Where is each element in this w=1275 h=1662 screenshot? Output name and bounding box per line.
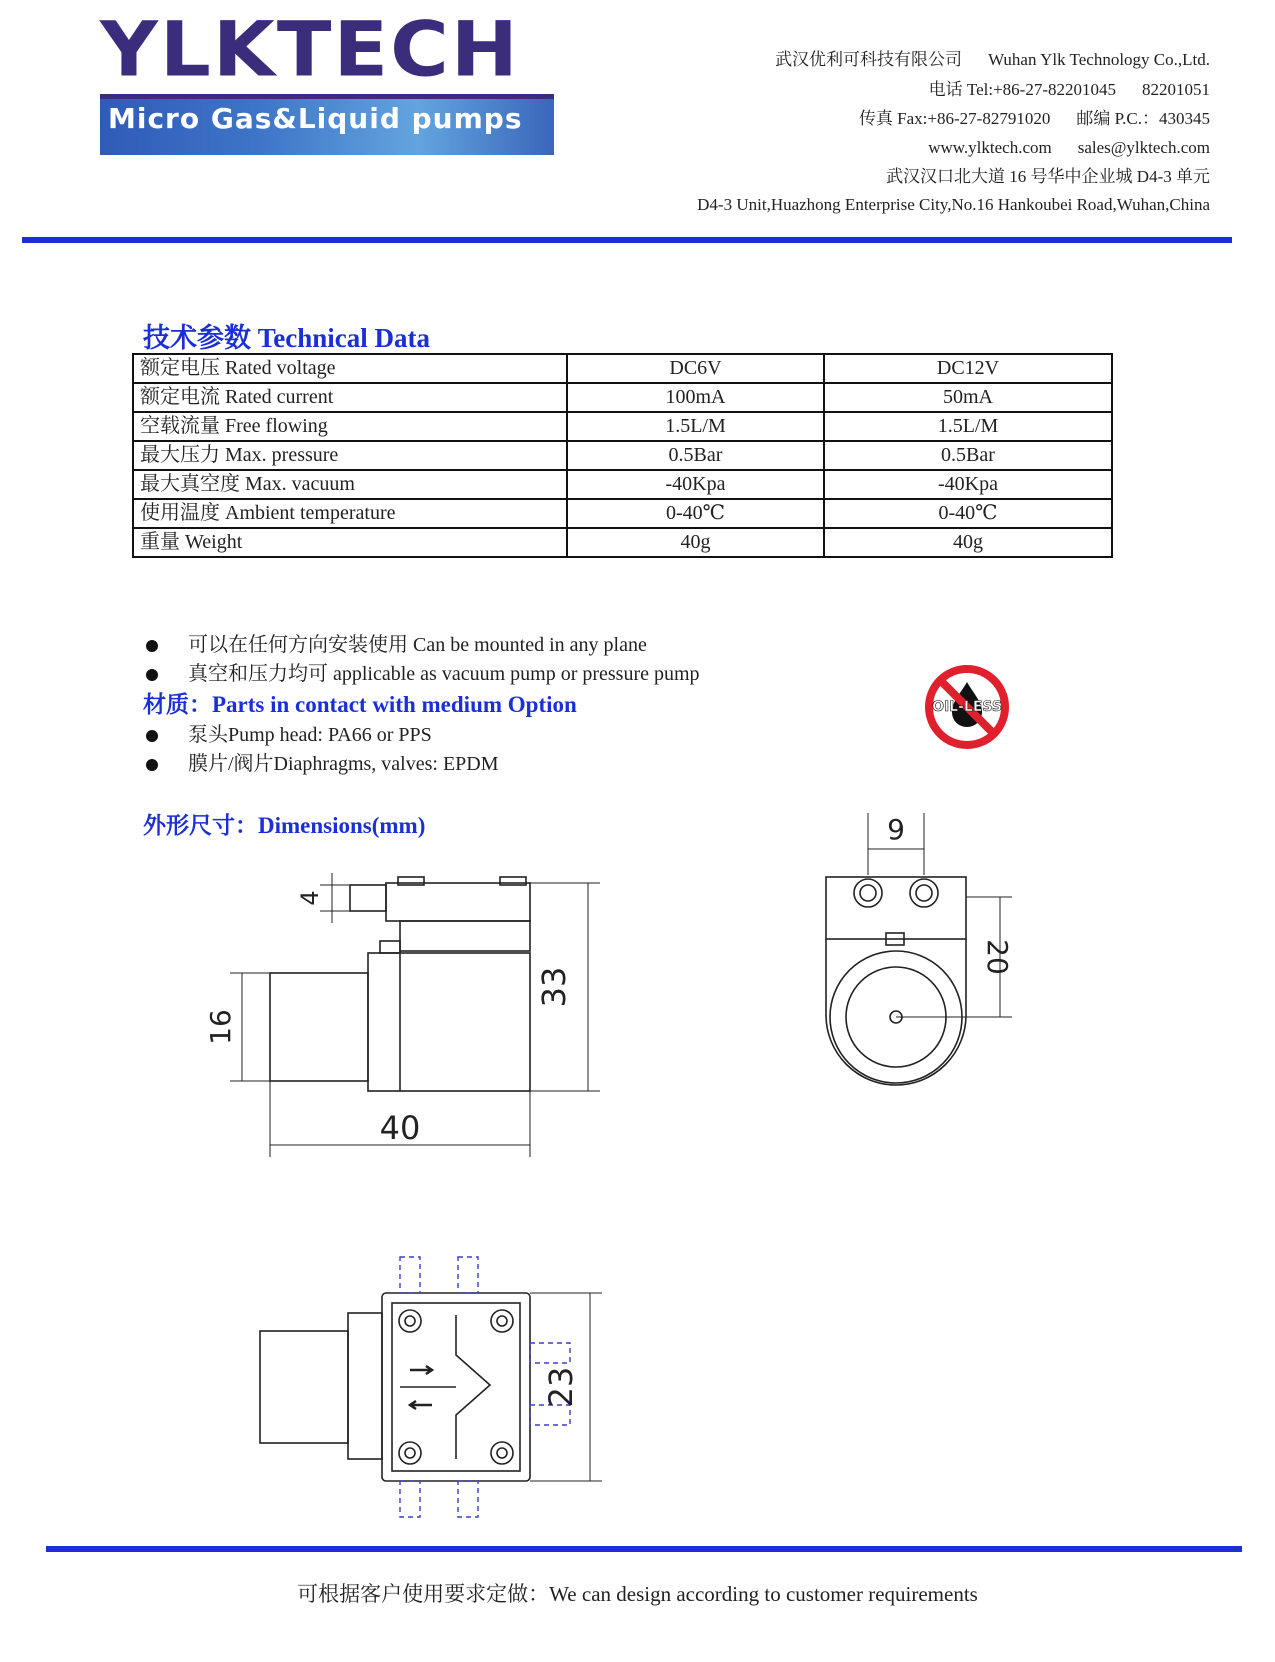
phone-number-2: 82201051	[1142, 80, 1210, 99]
address-en: D4-3 Unit,Huazhong Enterprise City,No.16 Hankoubei Road,Wuhan,China	[697, 195, 1210, 214]
table-cell-12v: 0-40℃	[824, 499, 1112, 528]
dim-height-label: 33	[535, 966, 573, 1008]
dim-width-label: 23	[542, 1366, 580, 1408]
side-view-drawing	[190, 855, 630, 1175]
contact-web	[928, 138, 1210, 158]
table-cell-label: 使用温度 Ambient temperature	[133, 499, 567, 528]
table-cell-label: 重量 Weight	[133, 528, 567, 557]
brand-tagline: Micro Gas&Liquid pumps	[108, 102, 523, 135]
table-cell-12v: 0.5Bar	[824, 441, 1112, 470]
postal-code: 邮编 P.C.：430345	[1076, 109, 1210, 128]
table-row	[133, 441, 1112, 470]
bullet-icon	[146, 759, 158, 771]
bullet-icon	[146, 669, 158, 681]
table-cell-6v: 0.5Bar	[567, 441, 824, 470]
company-name-cn: 武汉优利可科技有限公司	[775, 50, 963, 69]
bullet-icon	[146, 640, 158, 652]
bullet-icon	[146, 730, 158, 742]
table-row	[133, 470, 1112, 499]
feature-item	[146, 628, 647, 657]
table-row	[133, 412, 1112, 441]
feature-text: 真空和压力均可 applicable as vacuum pump or pressure pump	[188, 663, 700, 685]
table-cell-6v: 1.5L/M	[567, 412, 824, 441]
material-item	[146, 747, 499, 776]
table-row	[133, 354, 1112, 383]
table-cell-6v: 0-40℃	[567, 499, 824, 528]
material-text: 泵头Pump head: PA66 or PPS	[188, 724, 432, 746]
contact-fax	[859, 109, 1210, 129]
phone-number: 电话 Tel:+86-27-82201045	[928, 80, 1116, 99]
footer-divider	[46, 1546, 1242, 1552]
fax-number: 传真 Fax:+86-27-82791020	[858, 109, 1051, 128]
table-cell-12v: DC12V	[824, 354, 1112, 383]
dim-spacing-label: 9	[887, 813, 905, 846]
feature-text: 可以在任何方向安装使用 Can be mounted in any plane	[188, 634, 647, 656]
material-item	[146, 718, 432, 747]
materials-title: 材质：Parts in contact with medium Option	[143, 692, 577, 717]
contact-company	[775, 50, 1210, 70]
dim-motor-label: 16	[204, 1009, 237, 1045]
top-view-drawing	[250, 1255, 640, 1535]
material-text: 膜片/阀片Diaphragms, valves: EPDM	[188, 753, 499, 775]
table-cell-12v: 50mA	[824, 383, 1112, 412]
table-cell-12v: -40Kpa	[824, 470, 1112, 499]
table-row	[133, 383, 1112, 412]
table-cell-6v: 100mA	[567, 383, 824, 412]
table-cell-label: 最大真空度 Max. vacuum	[133, 470, 567, 499]
table-row	[133, 528, 1112, 557]
tech-data-table	[132, 353, 1113, 558]
table-cell-6v: -40Kpa	[567, 470, 824, 499]
header-divider	[22, 237, 1232, 243]
email-link[interactable]: sales@ylktech.com	[1077, 138, 1210, 157]
table-row	[133, 499, 1112, 528]
table-cell-label: 最大压力 Max. pressure	[133, 441, 567, 470]
table-cell-label: 额定电压 Rated voltage	[133, 354, 567, 383]
front-view-drawing	[790, 805, 1030, 1105]
brand-logo-text: YLKTECH	[100, 5, 520, 94]
oil-less-label: OIL-LESS	[932, 699, 1002, 715]
dim-front-height-label: 20	[981, 939, 1014, 975]
table-cell-6v: 40g	[567, 528, 824, 557]
footer-note: 可根据客户使用要求定做：We can design according to customer requirements	[297, 1582, 978, 1606]
tech-data-title: 技术参数 Technical Data	[143, 323, 431, 353]
oil-less-icon	[924, 664, 1010, 750]
table-cell-12v: 1.5L/M	[824, 412, 1112, 441]
feature-item	[146, 657, 700, 686]
contact-phone	[929, 80, 1210, 100]
address-cn: 武汉汉口北大道 16 号华中企业城 D4-3 单元	[886, 167, 1210, 186]
dimensions-title: 外形尺寸：Dimensions(mm)	[143, 813, 426, 838]
dim-outlet-label: 4	[296, 890, 324, 906]
website-link[interactable]: www.ylktech.com	[928, 138, 1052, 157]
table-cell-12v: 40g	[824, 528, 1112, 557]
table-cell-label: 空载流量 Free flowing	[133, 412, 567, 441]
table-cell-6v: DC6V	[567, 354, 824, 383]
company-name-en: Wuhan Ylk Technology Co.,Ltd.	[988, 50, 1210, 69]
table-cell-label: 额定电流 Rated current	[133, 383, 567, 412]
dim-length-label: 40	[379, 1109, 421, 1147]
